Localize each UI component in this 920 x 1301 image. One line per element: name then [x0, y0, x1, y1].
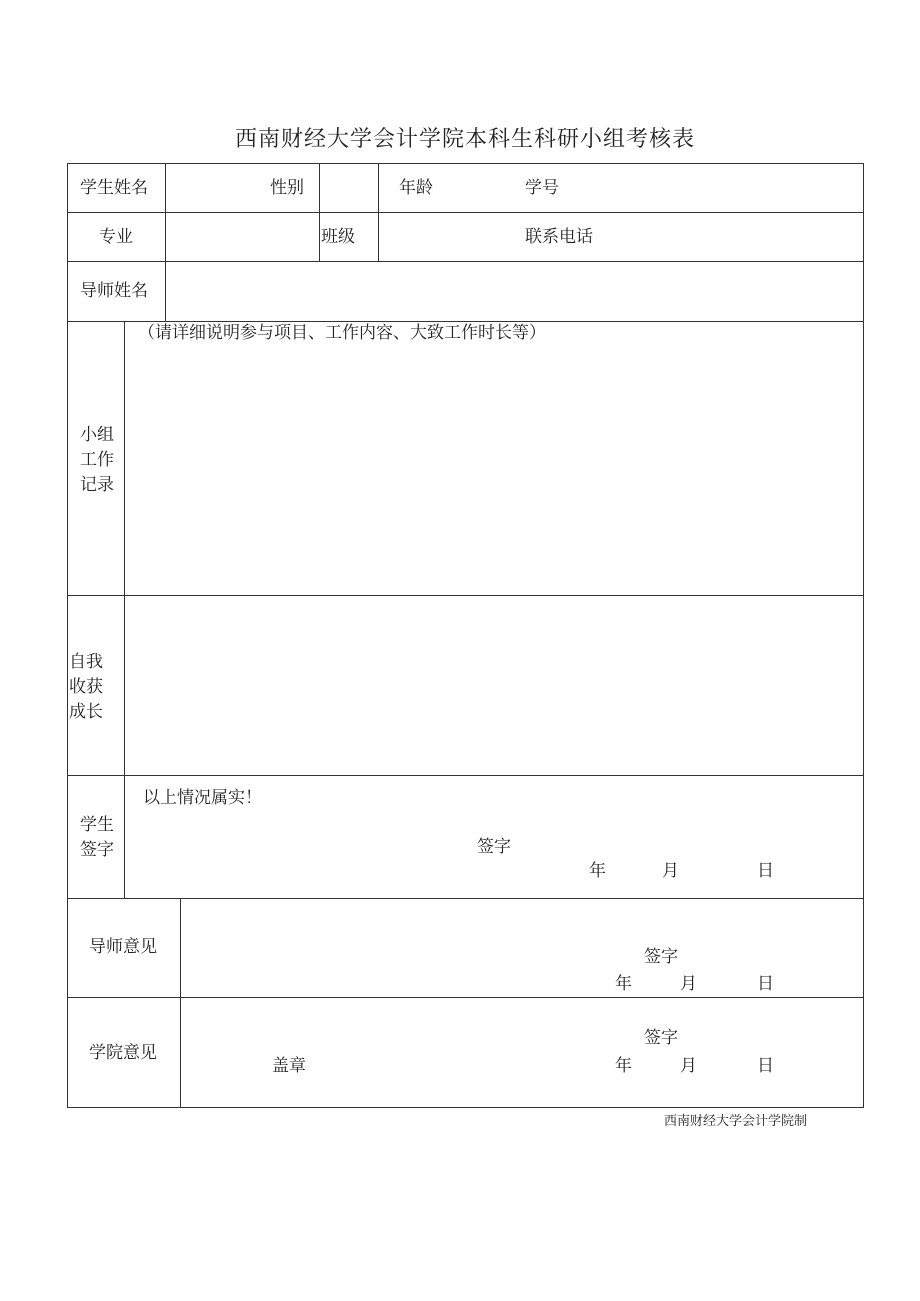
advisor-name-field[interactable]: [166, 262, 862, 321]
label-line: 小组: [80, 425, 114, 445]
table-line: [863, 163, 864, 1108]
work-record-label: [80, 423, 120, 498]
student-id-label: 学号: [525, 178, 559, 198]
label-line: 收获: [69, 677, 103, 697]
table-line: [67, 1107, 864, 1108]
label-line: 签字: [80, 840, 114, 860]
advisor-sign-day: 日: [757, 974, 774, 994]
student-sign-label-text: 签字: [477, 837, 511, 857]
label-line: 学生: [80, 815, 114, 835]
advisor-sign-year: 年: [615, 974, 632, 994]
student-id-field[interactable]: [565, 164, 862, 212]
student-name-label: 学生姓名: [80, 178, 148, 198]
table-line: [67, 775, 864, 776]
college-opinion-label: 学院意见: [89, 1043, 157, 1063]
advisor-sign-month: 月: [680, 974, 697, 994]
student-sign-month: 月: [662, 861, 679, 881]
table-line: [67, 321, 864, 322]
table-line: [67, 163, 68, 1108]
advisor-opinion-label: 导师意见: [89, 937, 157, 957]
college-sign-year: 年: [615, 1056, 632, 1076]
label-line: 记录: [80, 475, 114, 495]
class-field[interactable]: [379, 213, 519, 261]
student-signature-field[interactable]: [515, 832, 715, 858]
age-label: 年龄: [399, 178, 433, 198]
advisor-sign-label: 签字: [644, 947, 678, 967]
college-sign-label: 签字: [644, 1028, 678, 1048]
label-line: 自我: [69, 652, 103, 672]
phone-field[interactable]: [605, 213, 862, 261]
gender-field[interactable]: [320, 164, 378, 212]
student-sign-day: 日: [757, 861, 774, 881]
footer-note: 西南财经大学会计学院制: [664, 1114, 808, 1129]
form-title: 西南财经大学会计学院本科生科研小组考核表: [234, 127, 695, 152]
label-line: 成长: [69, 702, 103, 722]
work-record-hint: （请详细说明参与项目、工作内容、大致工作时长等）: [138, 323, 546, 343]
gender-label: 性别: [270, 178, 304, 198]
phone-label: 联系电话: [525, 227, 593, 247]
label-line: 工作: [80, 450, 114, 470]
age-field[interactable]: [440, 164, 520, 212]
self-growth-field[interactable]: [125, 596, 862, 774]
student-sign-year: 年: [589, 861, 606, 881]
self-growth-label: [69, 650, 109, 725]
major-label: 专业: [99, 227, 133, 247]
class-label: 班级: [321, 227, 355, 247]
major-field[interactable]: [166, 213, 319, 261]
student-name-field[interactable]: [166, 164, 264, 212]
advisor-opinion-field[interactable]: [181, 899, 862, 939]
college-opinion-field[interactable]: [181, 998, 862, 1026]
student-sign-label: [80, 813, 120, 863]
student-statement: 以上情况属实！: [143, 788, 262, 808]
work-record-field[interactable]: [125, 350, 862, 594]
college-seal-label: 盖章: [272, 1056, 306, 1076]
advisor-name-label: 导师姓名: [80, 281, 148, 301]
college-sign-month: 月: [680, 1056, 697, 1076]
college-sign-day: 日: [757, 1056, 774, 1076]
